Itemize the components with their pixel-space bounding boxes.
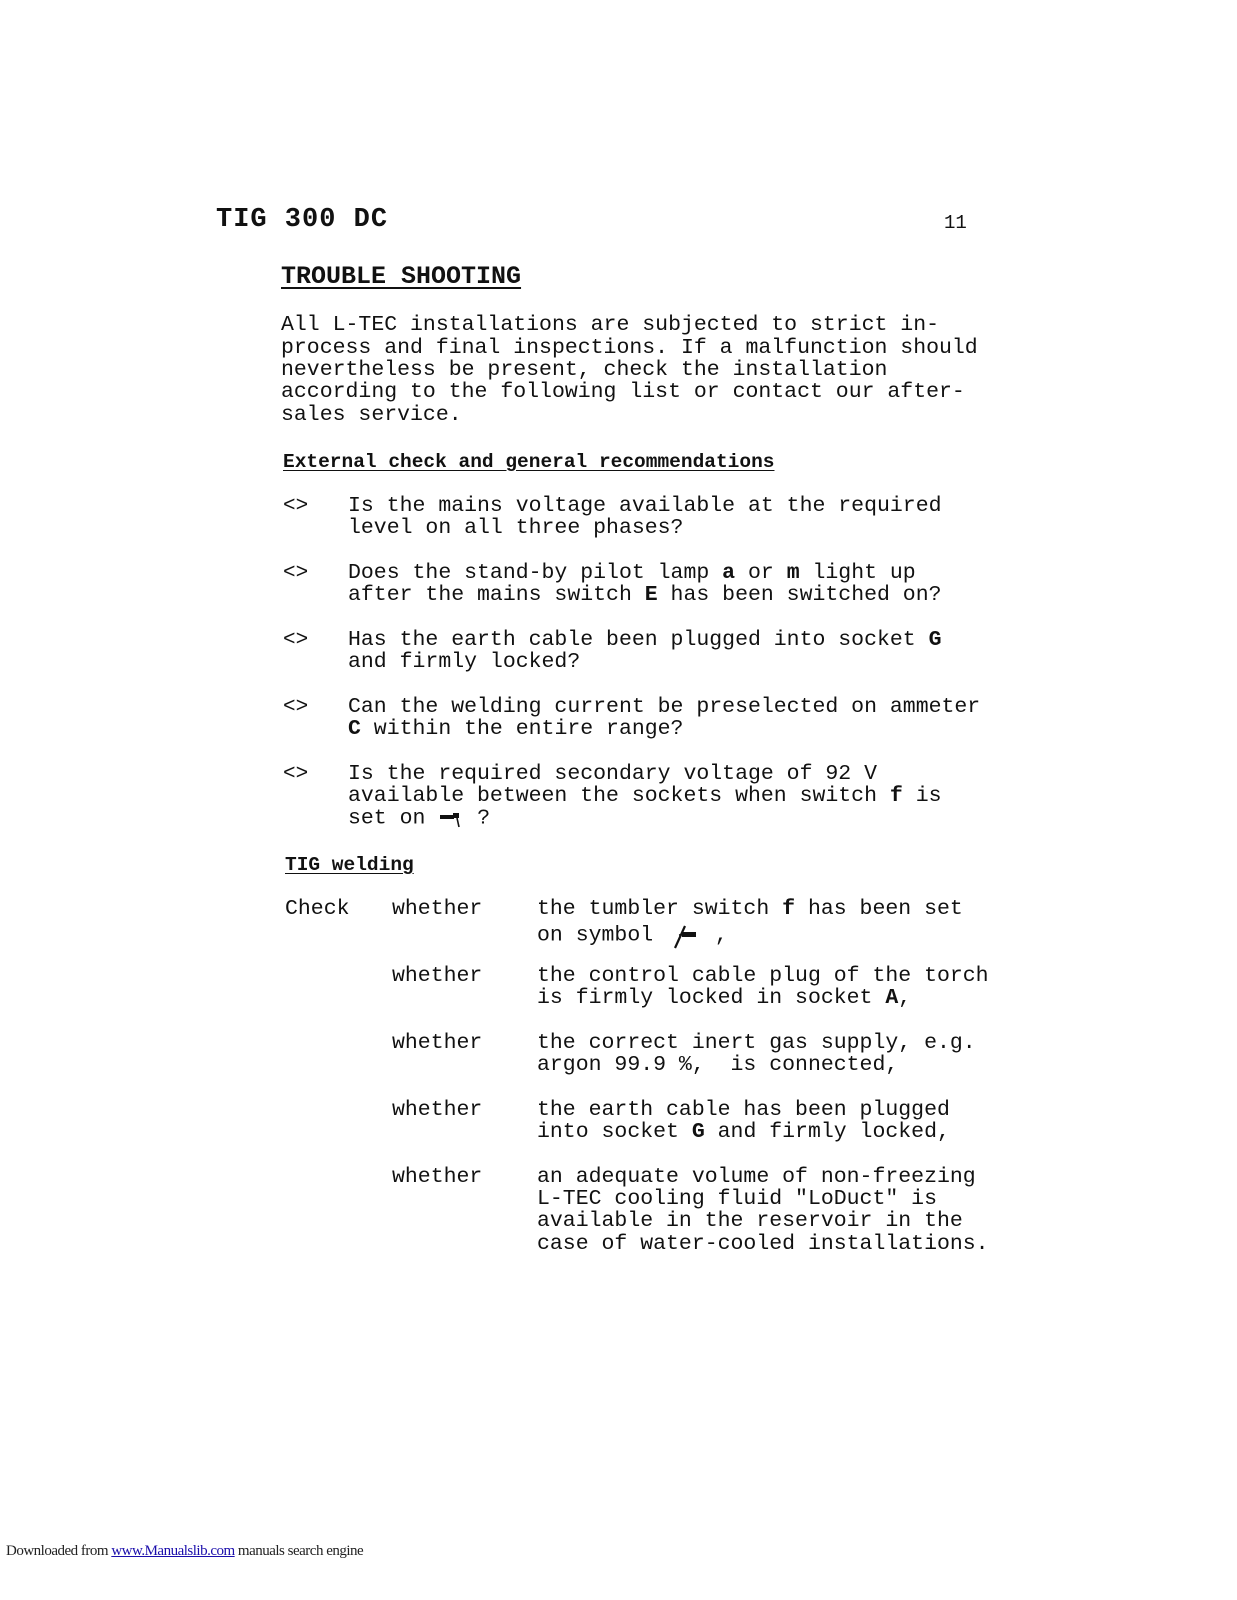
intro-line: nevertheless be present, check the installation <box>281 358 888 382</box>
list-item-line <box>348 584 942 606</box>
list-item-line <box>348 785 942 807</box>
section-title: TROUBLE SHOOTING <box>281 262 522 291</box>
download-footer <box>6 1543 363 1560</box>
list-item-line <box>348 807 490 830</box>
text: the tumbler switch <box>537 897 783 921</box>
bullet-marker: <> <box>283 562 309 585</box>
list-item-line: Is the mains voltage available at the required <box>348 494 942 518</box>
bullet-marker: <> <box>283 696 309 719</box>
check-item-line: case of water-cooled installations. <box>537 1232 989 1256</box>
text: ? <box>464 806 491 831</box>
text: light up <box>799 561 916 585</box>
bullet-marker: <> <box>283 495 309 518</box>
text: within the entire range? <box>360 717 684 741</box>
check-item-line: an adequate volume of non-freezing <box>537 1165 976 1189</box>
text: set on <box>348 806 439 831</box>
key-letter: f <box>889 784 903 808</box>
text: is <box>902 784 942 808</box>
manualslib-link[interactable]: www.Manualslib.com <box>111 1543 235 1559</box>
key-letter: f <box>782 897 796 921</box>
intro-line: sales service. <box>281 403 462 427</box>
key-letter: m <box>786 561 800 585</box>
bullet-marker: <> <box>283 763 309 786</box>
intro-line: according to the following list or contact our after- <box>281 380 965 404</box>
key-letter: C <box>348 717 361 741</box>
document-title: TIG 300 DC <box>216 205 389 235</box>
text: or <box>735 561 787 585</box>
check-item-line: available in the reservoir in the <box>537 1209 963 1233</box>
whether-label: whether <box>392 897 483 921</box>
intro-line: process and final inspections. If a malfunction should <box>281 336 978 360</box>
check-item-line <box>537 898 963 920</box>
whether-label: whether <box>392 1098 483 1122</box>
check-item-line <box>537 1121 950 1143</box>
footer-prefix: Downloaded from <box>6 1543 112 1559</box>
text: into socket <box>537 1120 692 1144</box>
tig-welding-heading: TIG welding <box>285 854 414 876</box>
footer-suffix: manuals search engine <box>234 1543 364 1559</box>
text: after the mains switch <box>348 583 645 607</box>
check-item-line <box>537 987 911 1009</box>
intro-line: All L-TEC installations are subjected to strict in- <box>281 313 940 337</box>
text: has been set <box>795 897 963 921</box>
external-check-heading: External check and general recommendations <box>283 451 775 473</box>
check-item-line: the control cable plug of the torch <box>537 964 989 988</box>
text: is firmly locked in socket <box>537 986 886 1010</box>
tig-symbol-icon <box>666 920 702 950</box>
list-item-line: and firmly locked? <box>348 650 581 674</box>
text: Has the earth cable been plugged into socket <box>348 628 929 652</box>
key-letter: G <box>928 628 942 652</box>
key-letter: A <box>885 986 899 1010</box>
list-item-line: level on all three phases? <box>348 516 684 540</box>
key-letter: a <box>722 561 736 585</box>
text: has been switched on? <box>657 583 942 607</box>
page-number: 11 <box>944 212 967 234</box>
text: on symbol <box>537 923 667 948</box>
key-letter: E <box>644 583 658 607</box>
text: available between the sockets when switch <box>348 784 890 808</box>
list-item-line: Is the required secondary voltage of 92 V <box>348 762 877 786</box>
text: , <box>898 986 912 1010</box>
text: and firmly locked, <box>704 1120 950 1144</box>
check-label: Check <box>285 897 350 921</box>
whether-label: whether <box>392 1031 483 1055</box>
whether-label: whether <box>392 1165 483 1189</box>
check-item-line <box>537 920 728 950</box>
list-item-line: Can the welding current be preselected on ammeter <box>348 695 981 719</box>
check-item-line: argon 99.9 %, is connected, <box>537 1053 899 1077</box>
list-item-line <box>348 629 942 651</box>
check-item-line: the correct inert gas supply, e.g. <box>537 1031 976 1055</box>
switch-position-icon <box>438 807 464 829</box>
check-item-line: L-TEC cooling fluid "LoDuct" is <box>537 1187 937 1211</box>
text: Does the stand-by pilot lamp <box>348 561 723 585</box>
check-item-line: the earth cable has been plugged <box>537 1098 950 1122</box>
bullet-marker: <> <box>283 629 309 652</box>
whether-label: whether <box>392 964 483 988</box>
list-item-line <box>348 562 916 584</box>
key-letter: G <box>691 1120 705 1144</box>
list-item-line <box>348 718 683 740</box>
text: , <box>702 923 728 948</box>
